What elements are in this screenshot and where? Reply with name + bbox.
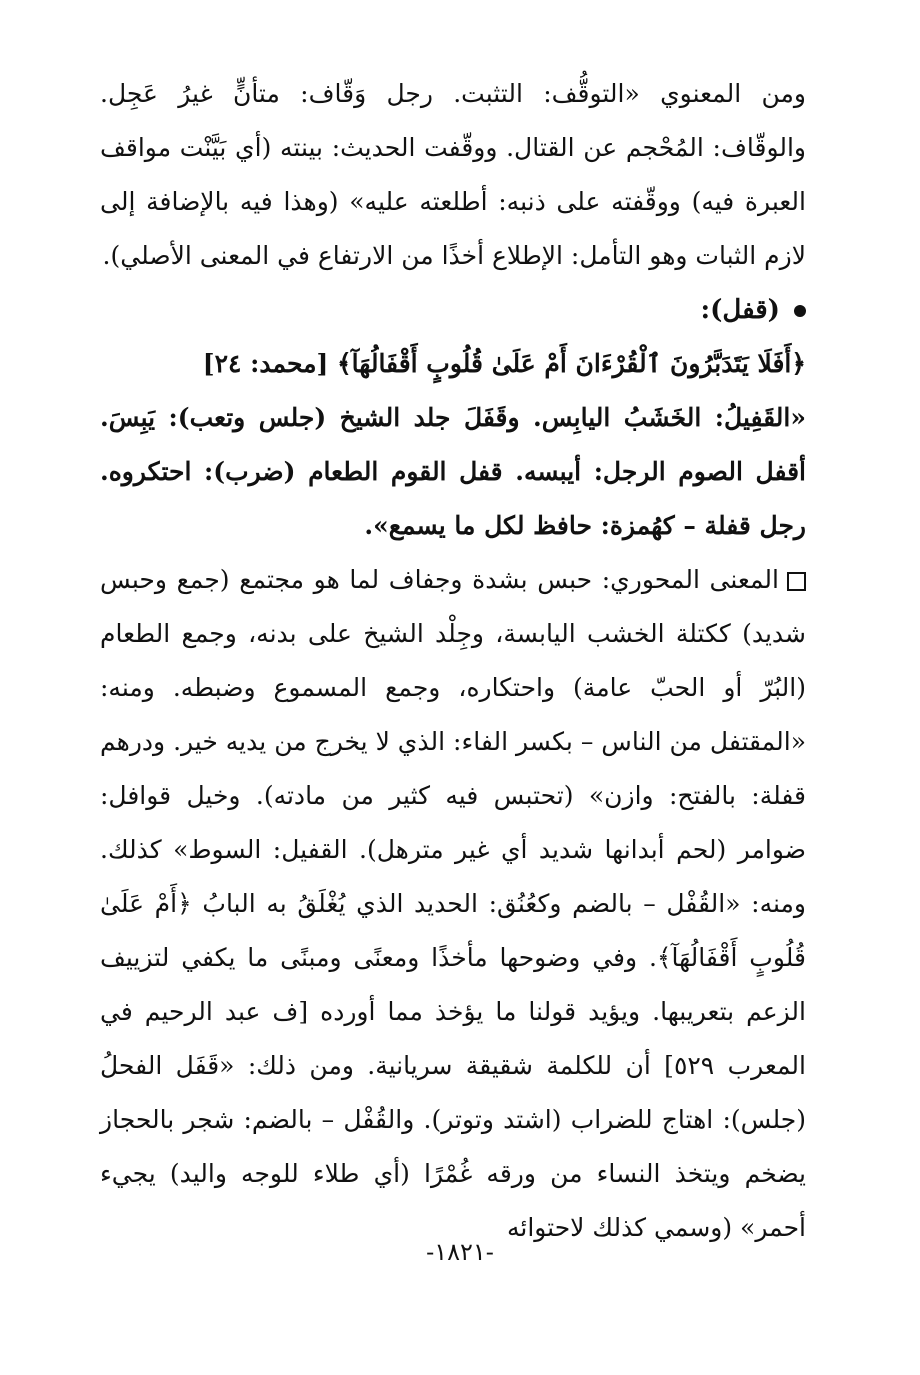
main-text [100, 67, 806, 1255]
paragraph-2: «القَفِيلُ: الخَشَبُ اليابِس. وقَفَلَ جلد الشيخ (جلس وتعب): يَبِسَ. أقفل الصوم الرجل: أيبسه. قفل القوم الطعام (ضرب): احتكروه. رجل قفلة – كهُمزة: حافظ لكل ما يسمع». [100, 403, 806, 540]
paragraph-1: ومن المعنوي «التوقُّف: التثبت. رجل وَقّاف: متأنٍّ غيرُ عَجِل. والوقّاف: المُحْجم عن القتال. ووقّفت الحديث: بينته (أي بَيَّنْت مواقف العبرة فيه) ووقّفته على ذنبه: أطلعته عليه» (وهذا فيه بالإضافة إلى لازم الثبات وهو التأمل: الإطلاع أخذًا من الارتفاع في المعنى الأصلي). [100, 79, 806, 270]
entry-heading [100, 283, 806, 337]
quran-verse: ﴿أَفَلَا يَتَدَبَّرُونَ ٱلْقُرْءَانَ أَمْ عَلَىٰ قُلُوبٍ أَقْفَالُهَآ﴾ [محمد: ٢٤] [202, 349, 806, 378]
paragraph-3-text: المعنى المحوري: حبس بشدة وجفاف لما هو مجتمع (جمع وحبس شديد) ككتلة الخشب اليابسة، وجِلْد الشيخ على بدنه، وجمع الطعام (البُرّ أو الحبّ عامة) واحتكاره، وجمع المسموع وضبطه. ومنه: «المقتفل من الناس – بكسر الفاء: الذي لا يخرج من يديه خير. ودرهم قفلة: بالفتح: وازن» (تحتبس فيه كثير من مادته). وخيل قوافل: ضوامر (لحم أبدانها شديد أي غير مترهل). القفيل: السوط» كذلك. ومنه: «القُفْل – بالضم وكعُنُق: الحديد الذي يُغْلَقُ به البابُ ﴿أَمْ عَلَىٰ قُلُوبٍ أَقْفَالُهَآ﴾. وفي وضوحها مأخذًا ومعنًى ومبنًى ما يكفي لتزييف الزعم بتعريبها. ويؤيد قولنا ما يؤخذ مما أورده [ف عبد الرحيم في المعرب ٥٢٩] أن للكلمة شقيقة سريانية. ومن ذلك: «قَفَل الفحلُ (جلس): اهتاج للضراب (اشتد وتوتر). والقُفْل – بالضم: شجر بالحجاز يضخم ويتخذ النساء من ورقه غُمْرًا (أي طلاء للوجه واليد) يجيء أحمر» (وسمي كذلك لاحتوائه [100, 565, 806, 1242]
page-number: -١٨٢١- [426, 1238, 494, 1266]
entry-heading-text: (قفل): [700, 295, 780, 325]
paragraph-3 [100, 553, 806, 1255]
square-outline-icon [787, 572, 806, 591]
bullet-dot-icon [794, 305, 806, 317]
